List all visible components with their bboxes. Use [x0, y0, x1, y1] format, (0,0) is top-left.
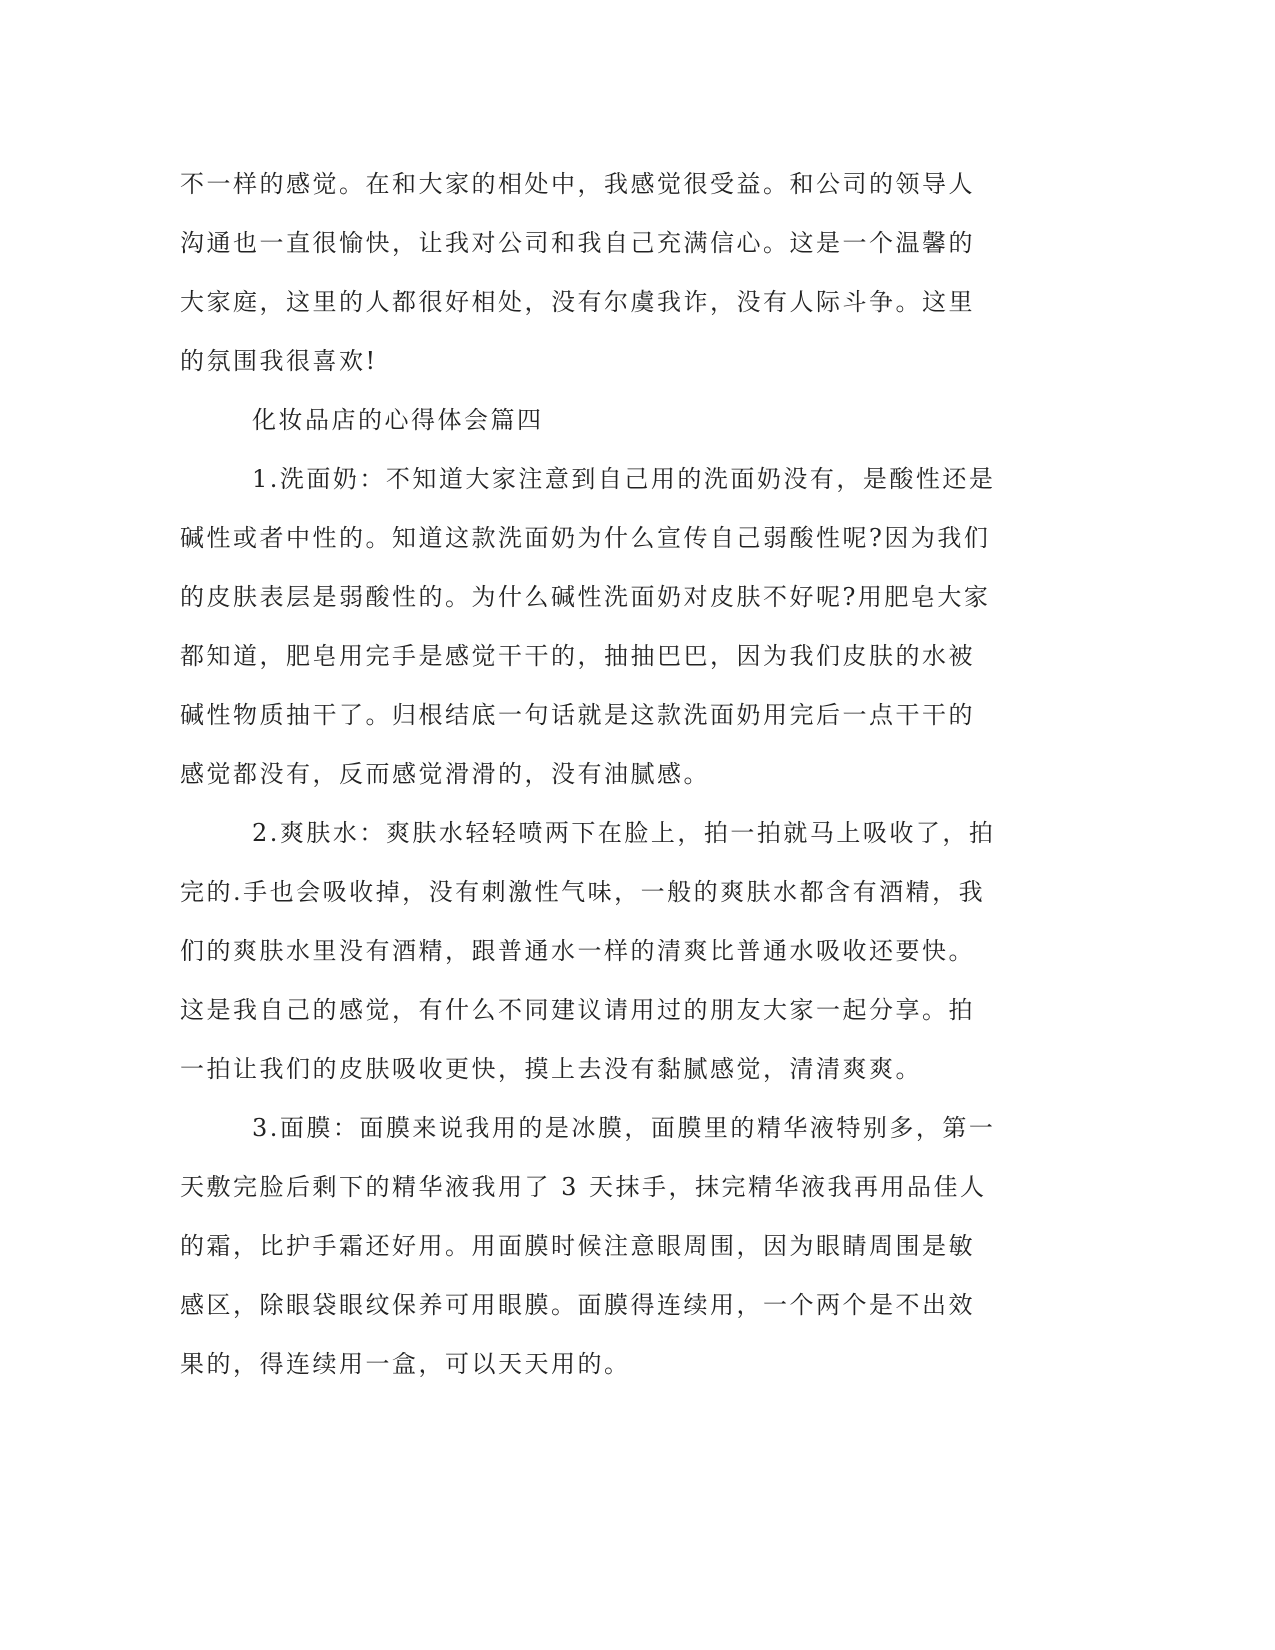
- text-line: 感区，除眼袋眼纹保养可用眼膜。面膜得连续用，一个两个是不出效: [180, 1291, 975, 1319]
- section-heading: [180, 391, 1020, 450]
- text-line: 果的，得连续用一盒，可以天天用的。: [180, 1350, 631, 1378]
- text-line: 这是我自己的感觉，有什么不同建议请用过的朋友大家一起分享。拍: [180, 996, 975, 1024]
- text-line: 感觉都没有，反而感觉滑滑的，没有油腻感。: [180, 760, 710, 788]
- text-line: 的氛围我很喜欢!: [180, 347, 378, 375]
- paragraph-item-3: [180, 1099, 1020, 1394]
- text-line: 2.爽肤水：爽肤水轻轻喷两下在脸上，拍一拍就马上吸收了，拍: [252, 819, 996, 847]
- text-line: 们的爽肤水里没有酒精，跟普通水一样的清爽比普通水吸收还要快。: [180, 937, 975, 965]
- heading-text: 化妆品店的心得体会篇四: [252, 406, 544, 434]
- text-line: 碱性或者中性的。知道这款洗面奶为什么宣传自己弱酸性呢?因为我们: [180, 524, 991, 552]
- text-line: 的霜，比护手霜还好用。用面膜时候注意眼周围，因为眼睛周围是敏: [180, 1232, 975, 1260]
- text-line: 碱性物质抽干了。归根结底一句话就是这款洗面奶用完后一点干干的: [180, 701, 975, 729]
- text-line: 不一样的感觉。在和大家的相处中，我感觉很受益。和公司的领导人: [180, 170, 975, 198]
- text-line: 一拍让我们的皮肤吸收更快，摸上去没有黏腻感觉，清清爽爽。: [180, 1055, 922, 1083]
- text-line: 3.面膜：面膜来说我用的是冰膜，面膜里的精华液特别多，第一: [252, 1114, 996, 1142]
- text-line: 的皮肤表层是弱酸性的。为什么碱性洗面奶对皮肤不好呢?用肥皂大家: [180, 583, 991, 611]
- document-body: [180, 155, 1020, 1394]
- text-line: 沟通也一直很愉快，让我对公司和我自己充满信心。这是一个温馨的: [180, 229, 975, 257]
- paragraph-item-1: [180, 450, 1020, 804]
- text-line: 1.洗面奶：不知道大家注意到自己用的洗面奶没有，是酸性还是: [252, 465, 996, 493]
- text-line: 完的.手也会吸收掉，没有刺激性气味，一般的爽肤水都含有酒精，我: [180, 878, 986, 906]
- text-line: 大家庭，这里的人都很好相处，没有尔虞我诈，没有人际斗争。这里: [180, 288, 975, 316]
- paragraph-continuation: [180, 155, 1020, 391]
- text-line: 天敷完脸后剩下的精华液我用了 3 天抹手，抹完精华液我再用品佳人: [180, 1173, 987, 1201]
- paragraph-item-2: [180, 804, 1020, 1099]
- text-line: 都知道，肥皂用完手是感觉干干的，抽抽巴巴，因为我们皮肤的水被: [180, 642, 975, 670]
